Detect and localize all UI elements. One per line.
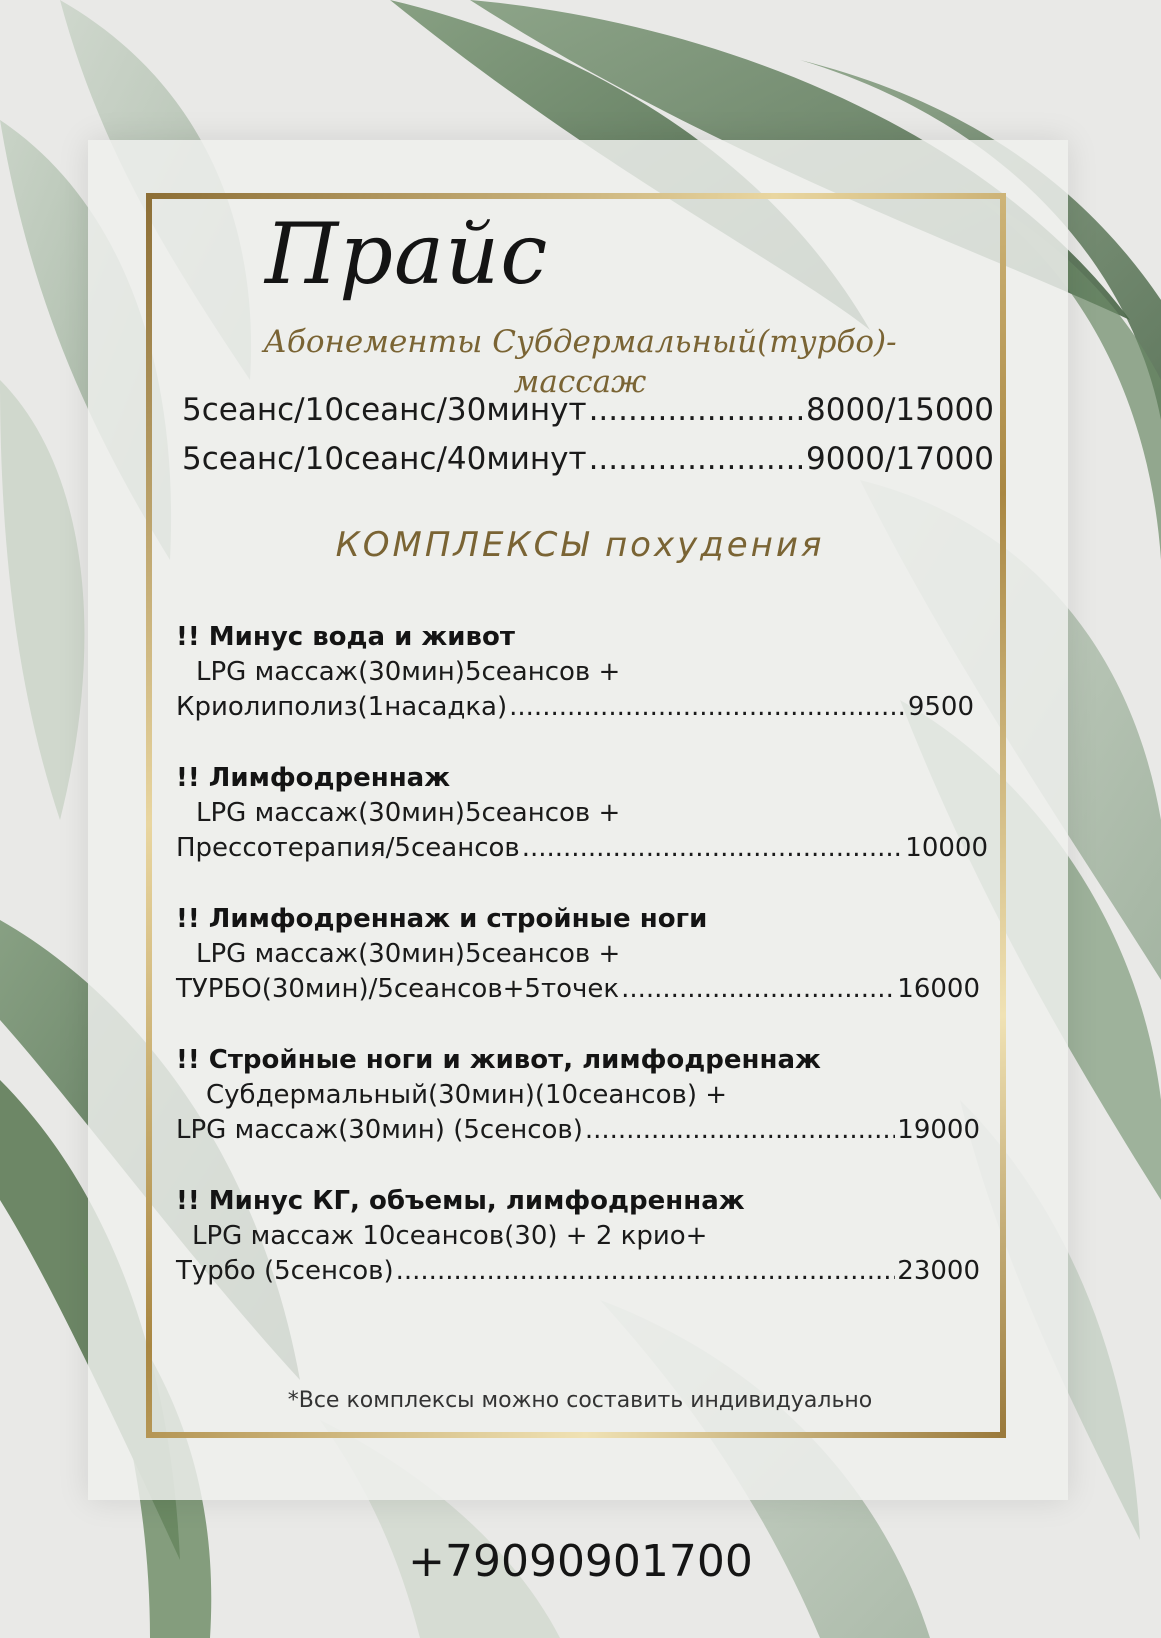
- complex-name: !! Стройные ноги и живот, лимфодреннаж: [176, 1045, 821, 1075]
- subscription-label: 5сеанс/10сеанс/40минут: [182, 441, 587, 477]
- complex-line1: Субдермальный(30мин)(10сеансов) +: [206, 1080, 728, 1110]
- dot-leader: [396, 1256, 896, 1286]
- complex-line2: Турбо (5сенсов): [176, 1256, 394, 1286]
- subscription-price: 8000/15000: [806, 392, 994, 428]
- complex-name: !! Лимфодреннаж: [176, 763, 451, 793]
- dot-leader: [589, 392, 804, 428]
- complex-line1: LPG массаж(30мин)5сеансов +: [196, 939, 621, 969]
- complex-price-row: [176, 692, 974, 722]
- subscription-price: 9000/17000: [806, 441, 994, 477]
- subscription-row: [182, 441, 994, 477]
- complex-price: 23000: [897, 1256, 980, 1286]
- dot-leader: [509, 692, 906, 722]
- complex-price: 9500: [907, 692, 974, 722]
- complex-price-row: [176, 974, 980, 1004]
- complex-line1: LPG массаж(30мин)5сеансов +: [196, 798, 621, 828]
- complex-line1: LPG массаж(30мин)5сеансов +: [196, 657, 621, 687]
- complex-price: 19000: [897, 1115, 980, 1145]
- complex-price: 10000: [905, 833, 988, 863]
- complexes-heading: КОМПЛЕКСЫ похудения: [335, 525, 825, 565]
- page-title: Прайс: [265, 205, 549, 303]
- subscriptions-heading: [160, 322, 1000, 402]
- complex-line2: Прессотерапия/5сеансов: [176, 833, 520, 863]
- leaf-shape: [0, 380, 84, 820]
- complex-line1: LPG массаж 10сеансов(30) + 2 крио+: [192, 1221, 708, 1251]
- phone-number[interactable]: +79090901700: [408, 1536, 753, 1587]
- complex-line2: Криолиполиз(1насадка): [176, 692, 508, 722]
- subscriptions-heading-line1: Абонементы Субдермальный(турбо)-: [263, 324, 897, 360]
- complex-price-row: [176, 1256, 980, 1286]
- dot-leader: [522, 833, 904, 863]
- dot-leader: [585, 1115, 895, 1145]
- complex-name: !! Минус КГ, объемы, лимфодреннаж: [176, 1186, 745, 1216]
- complex-line2: ТУРБО(30мин)/5сеансов+5точек: [176, 974, 620, 1004]
- dot-leader: [621, 974, 895, 1004]
- subscription-row: [182, 392, 994, 428]
- footnote: *Все комплексы можно составить индивидуально: [287, 1388, 873, 1413]
- dot-leader: [589, 441, 804, 477]
- complex-price-row: [176, 1115, 980, 1145]
- subscription-label: 5сеанс/10сеанс/30минут: [182, 392, 587, 428]
- complex-price-row: [176, 833, 988, 863]
- complex-name: !! Минус вода и живот: [176, 622, 515, 652]
- subscriptions-heading-line2: массаж: [513, 364, 647, 400]
- complex-line2: LPG массаж(30мин) (5сенсов): [176, 1115, 583, 1145]
- complex-price: 16000: [897, 974, 980, 1004]
- complex-name: !! Лимфодреннаж и стройные ноги: [176, 904, 708, 934]
